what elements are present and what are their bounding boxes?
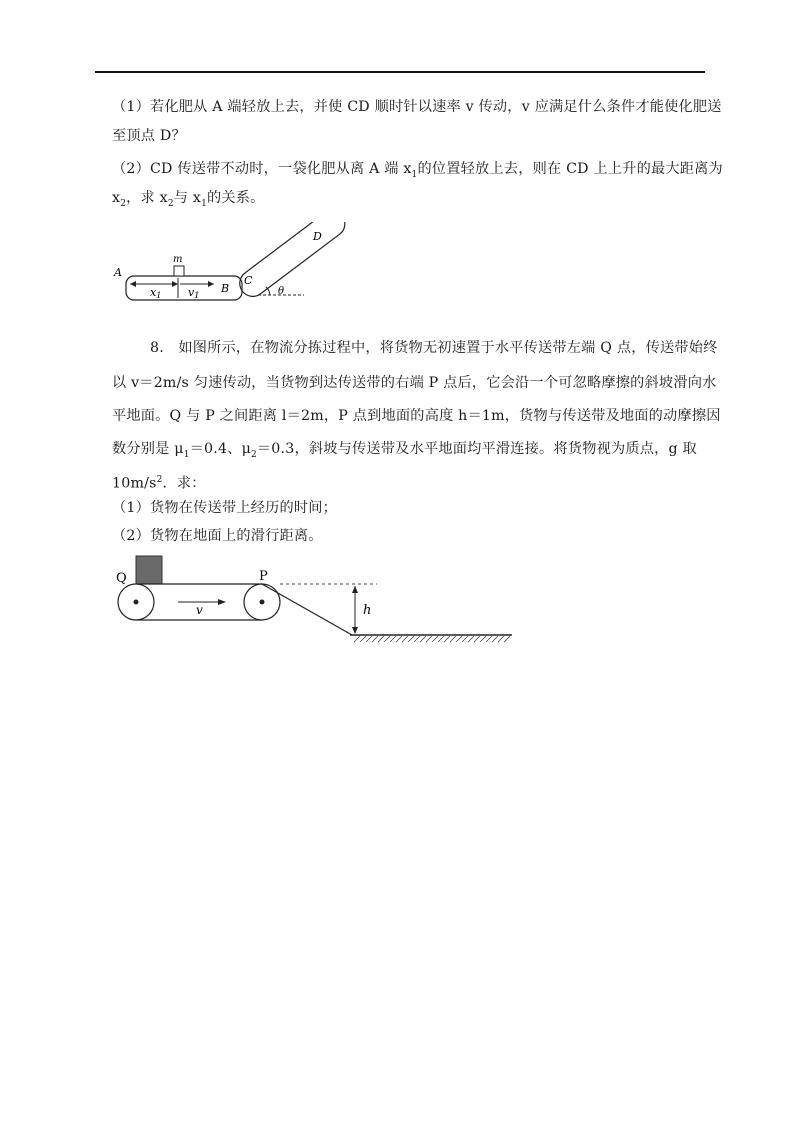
q7-conveyor-figure xyxy=(108,222,348,312)
q8-ask-text: ．求： xyxy=(162,475,206,492)
q7-part2-text-b: 的位置轻放上去，则在 CD 上上升的最大距离为 xyxy=(417,161,723,177)
q8-line4 xyxy=(112,439,707,465)
q8-mu1-sub: 1 xyxy=(183,449,190,460)
q7-part2-line2 xyxy=(112,188,707,214)
label-x1: x1 xyxy=(150,286,162,300)
label-m: m xyxy=(173,254,183,265)
q8-line3: 平地面。Q 与 P 之间距离 l＝2m，P 点到地面的高度 h＝1m，货物与传送带及地面的动摩擦因 xyxy=(112,408,721,424)
label-h: h xyxy=(363,603,372,618)
label-theta: θ xyxy=(278,286,285,297)
q8-mu-text-b: ＝0.4、μ xyxy=(189,441,251,457)
q7-part2-sub: 1 xyxy=(411,169,418,180)
h-arrow-top xyxy=(352,586,358,593)
right-pulley-axle xyxy=(260,600,265,605)
q8-mu-text-a: 数分别是 μ xyxy=(112,441,184,457)
q7-x2-text: x xyxy=(112,190,121,206)
label-q: Q xyxy=(116,571,127,586)
label-b: B xyxy=(221,282,230,295)
q7-text-c: 与 x xyxy=(173,190,202,206)
q8-conveyor-figure xyxy=(112,552,522,652)
q7-part2-line1 xyxy=(112,159,723,185)
velocity-arrow-head xyxy=(218,599,226,605)
belt-cd xyxy=(235,222,348,302)
label-c: C xyxy=(244,274,253,287)
label-v: v xyxy=(196,603,203,617)
q8-line1-text: 8. 如图所示，在物流分拣过程中，将货物无初速置于水平传送带左端 Q 点，传送带始终 xyxy=(150,340,718,356)
cargo-box xyxy=(136,556,162,584)
q8-line1 xyxy=(112,338,718,358)
label-p: P xyxy=(259,569,268,584)
q8-line5 xyxy=(112,470,707,494)
q7-x2-sub-b: 2 xyxy=(167,198,174,209)
fertilizer-block xyxy=(174,266,184,276)
q7-part2-text-a: （2）CD 传送带不动时，一袋化肥从离 A 端 x xyxy=(112,161,412,177)
q7-x2-sub: 2 xyxy=(120,198,127,209)
q7-part1-line1: （1）若化肥从 A 端轻放上去，并使 CD 顺时针以速率 v 传动，v 应满足什么条件才能使化肥送 xyxy=(112,99,722,115)
ground-hatching xyxy=(354,636,510,642)
q8-g-text: 10m/s xyxy=(112,475,157,492)
q8-line2: 以 v＝2m/s 匀速传动，当货物到达传送带的右端 P 点后，它会沿一个可忽略摩擦的斜坡滑向水 xyxy=(112,375,717,391)
label-a: A xyxy=(114,266,122,279)
h-arrow-bottom xyxy=(352,627,358,634)
v1-arrow-head xyxy=(208,281,214,287)
q8-g-sup: 2 xyxy=(156,475,163,485)
q8-part2: （2）货物在地面上的滑行距离。 xyxy=(112,528,323,544)
q7-text-b: ，求 x xyxy=(126,190,168,206)
q7-x1-sub: 1 xyxy=(201,198,208,209)
header-rule xyxy=(95,71,705,73)
q8-mu2-sub: 2 xyxy=(250,449,257,460)
q8-part1: （1）货物在传送带上经历的时间； xyxy=(112,500,338,516)
q7-part1-line2: 至顶点 D？ xyxy=(112,128,186,144)
q8-mu-text-c: ＝0.3，斜坡与传送带及水平地面均平滑连接。将货物视为质点，g 取 xyxy=(256,441,697,457)
left-pulley-axle xyxy=(134,600,139,605)
label-d: D xyxy=(313,230,322,243)
x1-arrow-left xyxy=(130,281,136,287)
label-v1: v1 xyxy=(188,286,200,300)
q7-text-d: 的关系。 xyxy=(207,190,265,206)
x1-arrow-right xyxy=(172,281,178,287)
